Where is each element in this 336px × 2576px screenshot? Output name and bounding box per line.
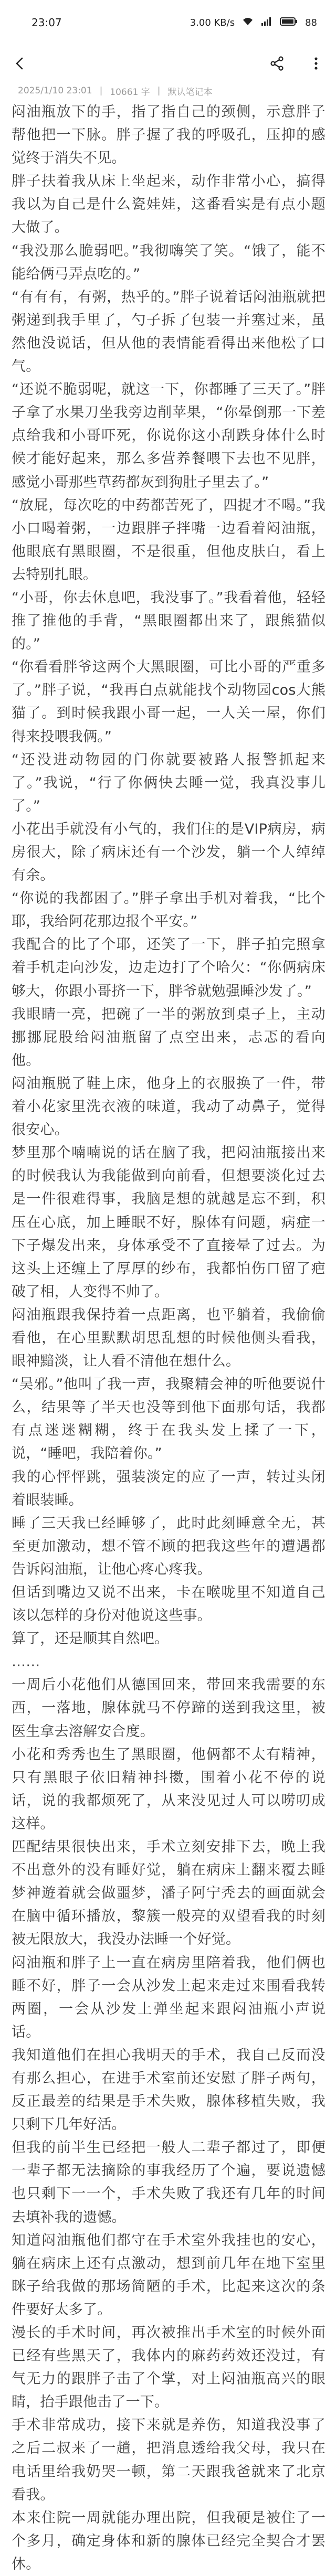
note-word-count: 10661 字 [110,87,150,98]
article-paragraph: 但我的前半生已经把一般人二辈子都过了，即便一辈子都无法摘除的事我经历了个遍，要说遗憾也只剩下一一个，手术失败了我还有几年的时间去填补我的遗憾。 [12,2139,326,2226]
article-paragraph: …… [12,1654,40,1670]
meta-divider: | [99,86,103,96]
article-paragraph: 漫长的手术时间，再次被推出手术室的时候外面已经有些黑天了，我体内的麻药药效还没过，有气无力的跟胖子击了个掌，对上闷油瓶高兴的眼睛，抬手跟他击了一下。 [12,2325,326,2411]
nav-actions [267,53,327,74]
status-bar [0,0,336,45]
article-paragraph: 算了，还是顺其自然吧。 [12,1631,169,1647]
article-paragraph: 小花出手就没有小气的，我们住的是VIP病房，病房很大，除了病床还有一个沙发，躺一个人绰绰有余。 [12,821,326,884]
article-paragraph: 梦里那个喃喃说的话在脑了我，把闷油瓶接出来的时候我认为我能做到向前看，但想要淡化过去是一件很难得事，我脑是想的就越是忘不到，积压在心底，加上睡眠不好，腺体有问题，病症一下子爆发出来，身体承受不了直接晕了过去。为这头上还缠上了厚厚的纱布，我都怕伤口留了疤破了相，人变得不帅了。 [12,1145,326,1300]
article-paragraph: “还没进动物园的门你就要被路人报警抓起来了。”我说，“行了你俩快去睡一觉，我真没事儿了。” [12,751,326,814]
article-paragraph: 我的心怦怦跳，强装淡定的应了一声，转过头闭着眼装睡。 [12,1468,326,1508]
battery-icon [280,17,298,29]
article-paragraph: 小花和秀秀也生了黑眼圈，他俩都不太有精神，只有黑眼子依旧精神抖擞，围着小花不停的说话，说的我都烦死了，从来没见过人可以唠叨成这样。 [12,1746,326,1832]
article-paragraph: “你说的我都困了。”胖子拿出手机对着我，“比个耶，我给阿花那边报个平安。” [12,890,326,930]
status-indicators [190,17,317,29]
article-paragraph: 我知道他们在担心我明天的手术，我自己反而没有那么担心，在进手术室前还安慰了胖子两句，反正最差的结果是手术失败，腺体移植失败，我只剩下几年好活。 [12,2047,326,2133]
more-dots-icon[interactable] [306,53,327,74]
battery-level: 88 [305,17,317,28]
article-paragraph: “你看看胖爷这两个大黑眼圈，可比小哥的严重多了。”胖子说，“我再白点就能找个动物园cos大熊猫了。到时候我跟小哥一起，一人关一屋，你们得来投喂我俩。” [12,659,326,745]
article-paragraph: “有有有，有粥，热乎的。”胖子说着话闷油瓶就把粥递到我手里了，勺子拆了包装一并塞过来，虽然他没说话，但从他的表情能看得出来他松了口气。 [12,289,326,375]
article-paragraph: “吴邪。”他叫了我一声，我聚精会神的听他要说什么，结果等了半天也没等到他下面那句话，我都有点迷迷糊糊，终于在我头发上揉了一下，说，“睡吧，我陪着你。” [12,1376,326,1462]
article-paragraph: 闷油瓶跟我保持着一点距离，也平躺着，我偷偷看他，在心里默默胡思乱想的时候他侧头看我，眼神黯淡，让人看不清他在想什么。 [12,1306,326,1370]
article-paragraph: 闷油瓶和胖子上一直在病房里陪着我，他们俩也睡不好，胖子一会从沙发上起来走过来围看我转两圈，一会从沙发上弹坐起来跟闷油瓶小声说话。 [12,1954,326,2040]
network-speed: 3.00 KB/s [190,17,235,28]
article-paragraph: 本来住院一周就能办理出院，但我硬是被住了一个多月，确定身体和新的腺体已经完全契合才罢休。 [12,2509,326,2572]
article-paragraph: 但话到嘴边又说不出来，卡在喉咙里不知道自己该以怎样的身份对他说这些事。 [12,1584,326,1624]
note-body[interactable] [0,98,336,2576]
article-paragraph: 闷油瓶脱了鞋上床，他身上的衣服换了一件，带着小花家里洗衣液的味道，我动了动鼻子，觉得很安心。 [12,1075,326,1138]
article-paragraph: 知道闷油瓶他们都守在手术室外我挂也的安心，躺在病床上还有点激动，想到前几年在地下室里眯子给我做的那场简陋的手术，比起来这次的条件要好太多了。 [12,2232,326,2318]
article-paragraph: 睡了三天我已经睡够了，此时此刻睡意全无，甚至更加激动，想不管不顾的把我这些年的遭遇都告诉闷油瓶，让他心疼心疼我。 [12,1515,326,1578]
article-paragraph: 闷油瓶放下的手，指了指自己的颈侧，示意胖子帮他把一下脉。胖子握了我的呼吸孔，压抑的感觉终于消失不见。 [12,104,326,167]
article-paragraph: “放屁，每次吃的中药都苦死了，四捉才不喝。”我小口喝着粥，一边跟胖子拌嘴一边看着闷油瓶，他眼底有黑眼圈，不是很重，但他皮肤白，看上去特别扎眼。 [12,497,326,583]
article-paragraph: 我配合的比了个耶，还笑了一下，胖子拍完照拿着手机走向沙发，边走边打了个哈欠：“你俩病床够大，你跟小哥挤一下，胖爷就勉强睡沙发了。” [12,936,326,999]
article-paragraph: “还说不脆弱呢，就这一下，你都睡了三天了。”胖子拿了水果刀坐我旁边削苹果，“你晕倒那一下差点给我和小哥吓死，你说你这小刮跌身体什么时候才能好起来，那么多营养餐喂下去也不见胖，感觉小哥那些草药都灰到狗肚子里去了。” [12,381,326,491]
note-meta [0,82,336,98]
signal-icon [261,17,272,29]
arrow-left-icon[interactable] [9,53,30,74]
note-date: 2025/1/10 23:01 [18,86,92,96]
status-time: 23:07 [32,16,62,29]
article-paragraph: 胖子扶着我从床上坐起来，动作非常小心，搞得我以为自己是什么瓷娃娃，这番看实是有点小题大做了。 [12,173,326,236]
article-paragraph: 一周后小花他们从德国回来，带回来我需要的东西，一落地，腺体就马不停蹄的送到我这里，被医生拿去溶解安合度。 [12,1677,326,1740]
note-category[interactable]: 默认笔记本 [167,87,213,98]
article-paragraph: “我没那么脆弱吧。”我彻嗨笑了笑。“饿了，能不能给俩弓弄点吃的。” [12,242,326,282]
article-paragraph: “小哥，你去休息吧，我没事了。”我看着他，轻轻推了推他的手背，“黑眼圈都出来了，跟熊猫似的。” [12,589,326,653]
nav-bar [0,45,336,82]
article-paragraph: 我眼睛一亮，把碗了一半的粥放到桌子上，主动挪挪屁股给闷油瓶留了点空出来，忐忑的看向他。 [12,1006,326,1069]
article-paragraph: 匹配结果很快出来，手术立刻安排下去，晚上我不出意外的没有睡好觉，躺在病床上翻来覆去睡梦神遊着就会做噩梦，潘子阿宁秃去的画面就会在脑中循环播放，黎簇一般亮的双望看我的时刻被无限放大，我没办法睡一个好觉。 [12,1839,326,1948]
share-icon[interactable] [267,53,288,74]
wifi-icon [242,17,254,29]
article-paragraph: 手术非常成功，接下来就是养伤，知道我没事了之后二叔来了一趟，把消息透给我父母，我只在电话里给我奶哭一顿，第二天跟我爸就来了北京看我。 [12,2417,326,2503]
meta-divider: | [157,86,161,96]
